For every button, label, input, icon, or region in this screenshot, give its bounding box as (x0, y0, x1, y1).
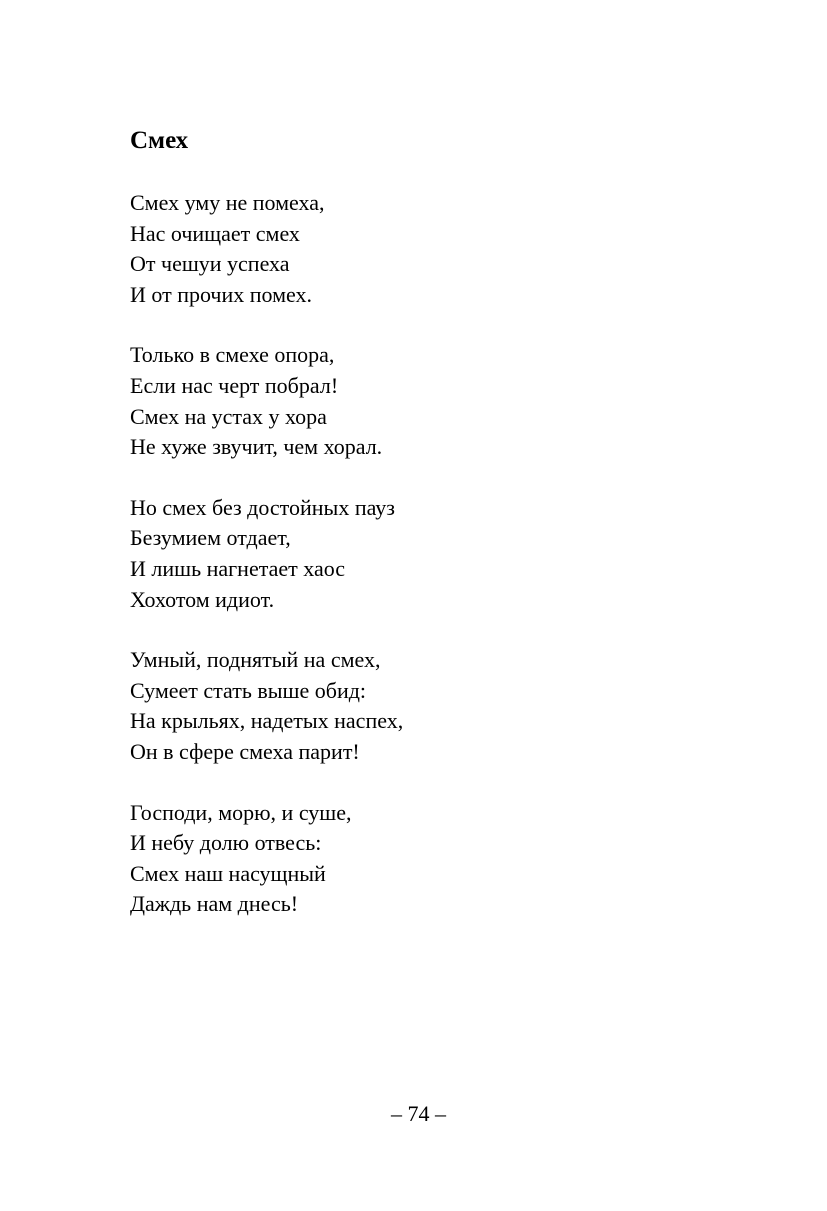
poem-line: На крыльях, надетых наспех, (130, 708, 404, 734)
stanza-3 (130, 493, 730, 615)
poem-line: От чешуи успеха (130, 251, 290, 277)
stanza-2 (130, 340, 730, 462)
poem-line: И лишь нагнетает хаос (130, 555, 346, 581)
poem-line: Смех наш насущный (130, 860, 326, 886)
poem-line: Он в сфере смеха парит! (130, 738, 360, 764)
poem-line: Хохотом идиот. (130, 586, 275, 612)
poem-line: И от прочих помех. (130, 281, 313, 307)
poem-line: Господи, морю, и суше, (130, 799, 352, 825)
poem-line: Умный, поднятый на смех, (130, 647, 381, 673)
stanza-5 (130, 798, 730, 920)
stanza-4 (130, 645, 730, 767)
poem-body (130, 188, 730, 950)
poem-line: Смех на устах у хора (130, 403, 327, 429)
poem-title: Смех (130, 127, 189, 154)
poem-line: Только в смехе опора, (130, 342, 335, 368)
poem-line: Даждь нам днесь! (130, 891, 299, 917)
poem-line: И небу долю отвесь: (130, 830, 322, 856)
stanza-1 (130, 188, 730, 310)
poem-line: Безумием отдает, (130, 525, 291, 551)
poem-line: Сумеет стать выше обид: (130, 677, 367, 703)
poem-line: Не хуже звучит, чем хорал. (130, 434, 383, 460)
poem-line: Смех уму не помеха, (130, 190, 325, 215)
poem-line: Нас очищает смех (130, 220, 300, 246)
poem-line: Если нас черт побрал! (130, 372, 339, 398)
page-number: – 74 – (391, 1101, 446, 1126)
poem-line: Но смех без достойных пауз (130, 494, 395, 520)
